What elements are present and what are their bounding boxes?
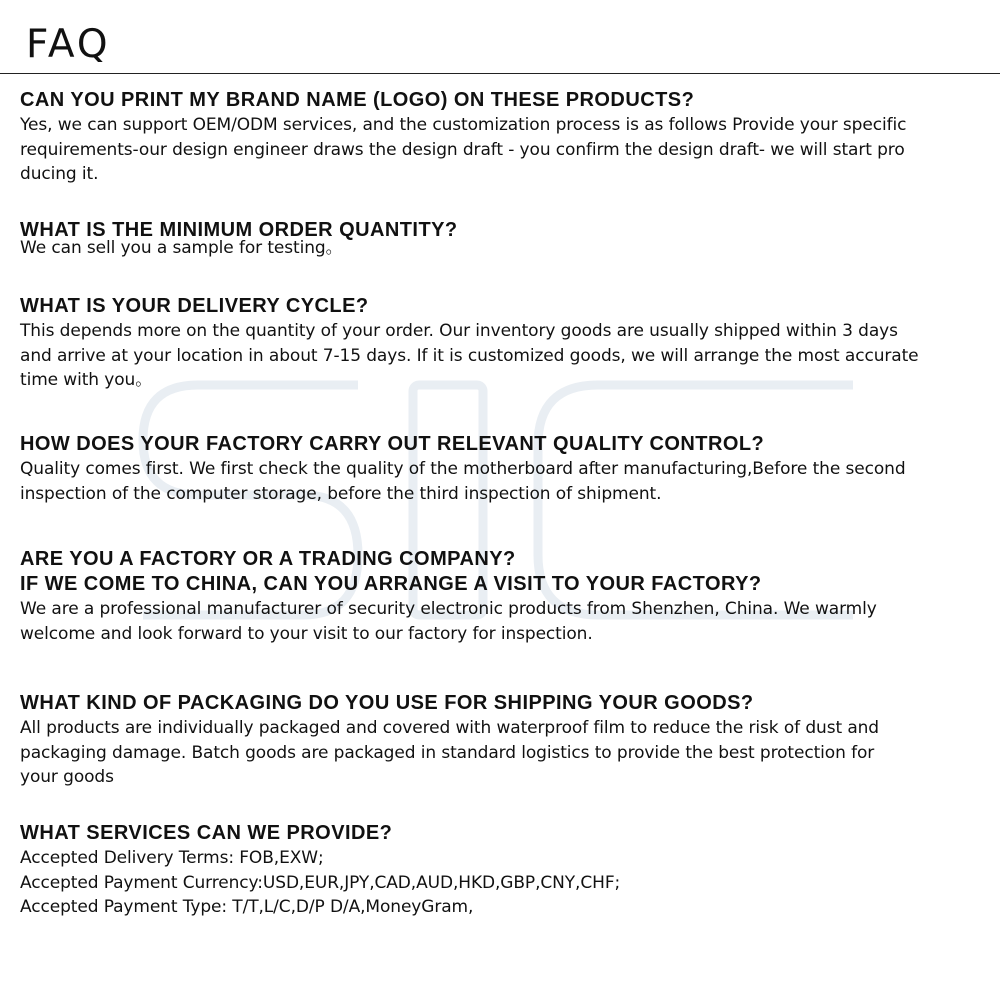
faq-answer-line: welcome and look forward to your visit to our factory for inspection. xyxy=(20,623,593,644)
faq-answer-line: time with you。 xyxy=(20,370,153,390)
faq-item-factory-visit xyxy=(20,547,988,646)
faq-answer-line: requirements-our design engineer draws the design draft - you confirm the design draft- we will start pro xyxy=(20,139,905,160)
faq-question: WHAT IS THE MINIMUM ORDER QUANTITY? xyxy=(20,219,458,241)
faq-question: HOW DOES YOUR FACTORY CARRY OUT RELEVANT QUALITY CONTROL? xyxy=(20,433,765,455)
faq-answer-line: packaging damage. Batch goods are packaged in standard logistics to provide the best protection for xyxy=(20,742,875,763)
faq-answer xyxy=(20,236,988,261)
faq-answer-line: inspection of the computer storage, before the third inspection of shipment. xyxy=(20,483,662,504)
faq-answer xyxy=(20,716,988,790)
page-title: FAQ xyxy=(26,22,111,67)
faq-answer xyxy=(20,597,988,646)
faq-answer-line: We are a professional manufacturer of security electronic products from Shenzhen, China. We warmly xyxy=(20,599,877,619)
faq-answer-line: All products are individually packaged and covered with waterproof film to reduce the risk of dust and xyxy=(20,718,880,738)
header-divider xyxy=(0,73,1000,74)
faq-answer xyxy=(20,846,988,920)
faq-item-branding xyxy=(20,88,988,187)
faq-answer-line: This depends more on the quantity of your order. Our inventory goods are usually shipped within 3 days xyxy=(20,321,898,341)
faq-answer-line: ducing it. xyxy=(20,164,99,184)
faq-answer-line: Accepted Payment Currency:USD,EUR,JPY,CAD,AUD,HKD,GBP,CNY,CHF; xyxy=(20,872,621,893)
faq-answer xyxy=(20,457,988,506)
page-header xyxy=(0,0,1000,75)
faq-answer-line: your goods xyxy=(20,767,114,787)
faq-item-services xyxy=(20,821,988,920)
faq-item-minimum-order xyxy=(20,218,988,261)
faq-question: ARE YOU A FACTORY OR A TRADING COMPANY? xyxy=(20,548,516,570)
faq-item-delivery-cycle xyxy=(20,294,988,393)
faq-question: WHAT KIND OF PACKAGING DO YOU USE FOR SHIPPING YOUR GOODS? xyxy=(20,692,754,714)
faq-answer-line: Quality comes first. We first check the quality of the motherboard after manufacturing,Before the second xyxy=(20,459,906,479)
faq-answer xyxy=(20,319,988,393)
faq-question: WHAT IS YOUR DELIVERY CYCLE? xyxy=(20,295,369,317)
faq-question: WHAT SERVICES CAN WE PROVIDE? xyxy=(20,822,393,844)
faq-answer-line: Accepted Delivery Terms: FOB,EXW; xyxy=(20,848,324,868)
faq-item-packaging xyxy=(20,691,988,790)
faq-question-line2: IF WE COME TO CHINA, CAN YOU ARRANGE A VISIT TO YOUR FACTORY? xyxy=(20,573,762,595)
faq-answer xyxy=(20,113,988,187)
faq-answer-line: We can sell you a sample for testing。 xyxy=(20,238,343,258)
faq-item-quality-control xyxy=(20,432,988,506)
faq-answer-line: Yes, we can support OEM/ODM services, and the customization process is as follows Provide your specific xyxy=(20,115,907,135)
faq-question: CAN YOU PRINT MY BRAND NAME (LOGO) ON THESE PRODUCTS? xyxy=(20,89,695,111)
faq-answer-line: Accepted Payment Type: T/T,L/C,D/P D/A,MoneyGram, xyxy=(20,897,474,917)
faq-answer-line: and arrive at your location in about 7-15 days. If it is customized goods, we will arrange the most accurate xyxy=(20,345,919,366)
